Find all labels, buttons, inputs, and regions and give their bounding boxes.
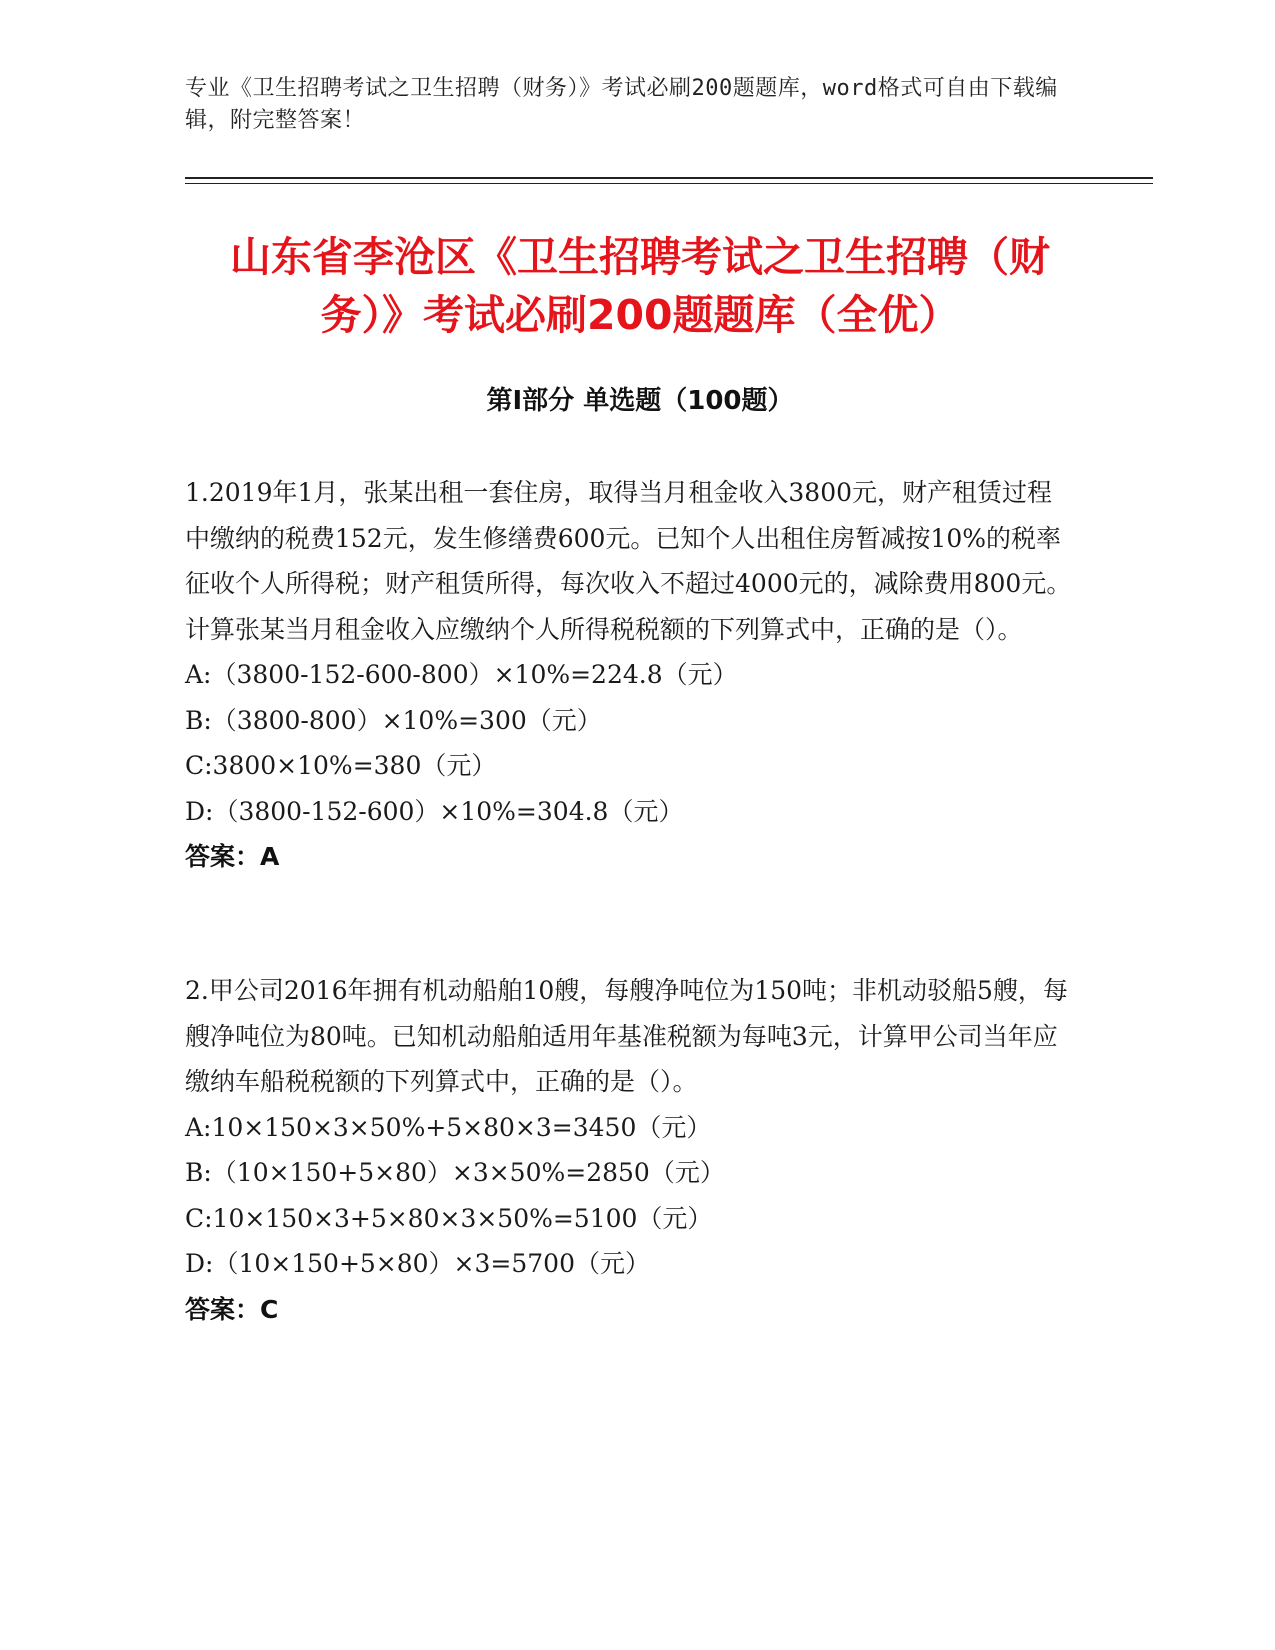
question-1 [185, 470, 1075, 880]
question-2 [185, 968, 1075, 1332]
header-divider-thick [185, 177, 1153, 179]
option-a: A:（3800-152-600-800）×10%=224.8（元） [185, 660, 738, 689]
option-b: B:（3800-800）×10%=300（元） [185, 705, 602, 735]
section-title: 第I部分 单选题（100题） [486, 386, 794, 416]
option-d: D:（10×150+5×80）×3=5700（元） [185, 1249, 650, 1278]
question-stem: 2.甲公司2016年拥有机动船舶10艘，每艘净吨位为150吨；非机动驳船5艘，每艘净吨位为80吨。已知机动船舶适用年基准税额为每吨3元，计算甲公司当年应缴纳车船税税额的下列算式中，正确的是（）。 [185, 976, 1068, 1096]
document-title: 山东省李沧区《卫生招聘考试之卫生招聘（财务）》考试必刷200题题库（全优） [230, 233, 1050, 339]
question-stem: 1.2019年1月，张某出租一套住房，取得当月租金收入3800元，财产租赁过程中缴纳的税费152元，发生修缮费600元。已知个人出租住房暂减按10%的税率征收个人所得税；财产租赁所得，每次收入不超过4000元的，减除费用800元。计算张某当月租金收入应缴纳个人所得税税额的下列算式中，正确的是（）。 [185, 478, 1072, 644]
option-a: A:10×150×3×50%+5×80×3=3450（元） [185, 1112, 712, 1142]
header-note: 专业《卫生招聘考试之卫生招聘（财务）》考试必刷200题题库，word格式可自由下载编辑，附完整答案！ [185, 76, 1058, 133]
option-c: C:10×150×3+5×80×3×50%=5100（元） [185, 1203, 713, 1233]
option-b: B:（10×150+5×80）×3×50%=2850（元） [185, 1158, 725, 1187]
option-d: D:（3800-152-600）×10%=304.8（元） [185, 796, 684, 826]
header-divider-thin [185, 183, 1153, 184]
answer-line: 答案：A [185, 842, 280, 871]
option-c: C:3800×10%=380（元） [185, 751, 497, 780]
answer-line: 答案：C [185, 1294, 279, 1324]
